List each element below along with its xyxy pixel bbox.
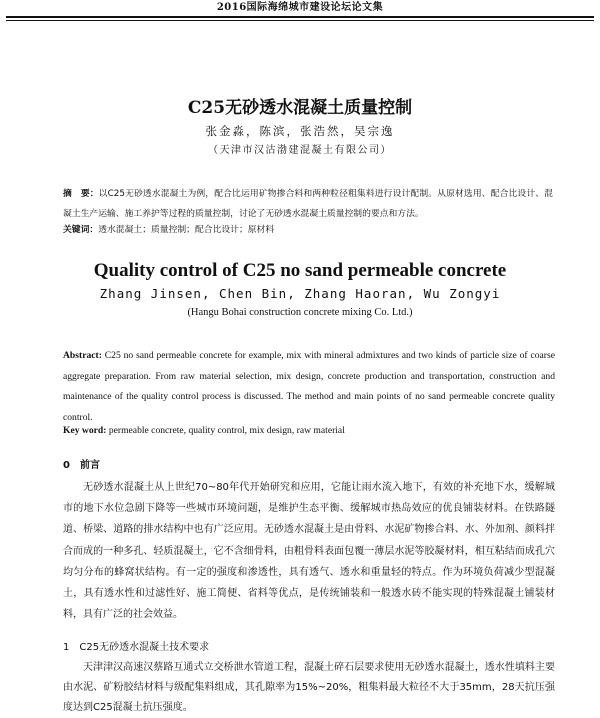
abstract-en <box>63 346 555 428</box>
abstract-cn <box>63 184 553 224</box>
keywords-cn-label: 关键词： <box>63 225 99 235</box>
authors-en: Zhang Jinsen, Chen Bin, Zhang Haoran, Wu Zongyi <box>99 286 501 301</box>
keywords-en <box>63 424 555 438</box>
abstract-cn-text: 以C25无砂透水混凝土为例，配合比运用矿物掺合料和两种粒径粗集料进行设计配制。从原材选用、配合比设计、混凝土生产运输、施工养护等过程的质量控制，讨论了无砂透水混凝土质量控制的要点和方法。 <box>63 189 553 219</box>
requirements-paragraph: 天津津汉高速汉蔡路互通式立交桥泄水管道工程，混凝土碎石层要求使用无砂透水混凝土，透水性填料主要由水泥、矿粉胶结材料与级配集料组成，其孔隙率为15%~20%，粗集料最大粒径不大于35mm，28天抗压强度达到C25混凝土抗压强度。 <box>63 662 555 713</box>
paper-title-cn: C25无砂透水混凝土质量控制 <box>187 98 413 118</box>
authors-cn: 张金淼，陈滨，张浩然，吴宗逸 <box>205 124 395 138</box>
section-heading-intro: 0 前言 <box>63 460 100 471</box>
abstract-cn-label: 摘 要： <box>63 189 99 199</box>
abstract-en-text: C25 no sand permeable concrete for example, mix with mineral admixtures and two kinds of particle size of coarse aggregate preparation. From raw material selection, mix design, concrete production and transportation, construction and maintenance of the quality control process is discussed. The method and main points of no sand permeable concrete quality control. <box>63 350 555 423</box>
abstract-en-label: Abstract: <box>63 350 102 361</box>
header-rule <box>6 16 594 18</box>
keywords-cn <box>63 223 553 237</box>
keywords-en-label: Key word: <box>63 425 107 436</box>
affiliation-cn: （天津市汉沽渤建混凝土有限公司） <box>208 145 392 156</box>
paper-title-en: Quality control of C25 no sand permeable concrete <box>93 260 507 281</box>
running-header: 2016国际海绵城市建设论坛论文集 <box>216 2 384 13</box>
keywords-cn-text: 透水混凝土；质量控制；配合比设计；原材料 <box>98 225 275 235</box>
header-rule-thin <box>6 20 594 21</box>
section-heading-requirements: 1 C25无砂透水混凝土技术要求 <box>63 642 210 653</box>
keywords-en-text: permeable concrete, quality control, mix design, raw material <box>106 425 345 436</box>
intro-paragraph: 无砂透水混凝土从上世纪70~80年代开始研究和应用，它能让雨水流入地下，有效的补充地下水，缓解城市的地下水位急剧下降等一些城市环境问题，是维护生态平衡、缓解城市热岛效应的优良铺装材料。在铁路隧道、桥梁、道路的排水结构中也有广泛应用。无砂透水混凝土是由骨料、水泥矿物掺合料、水、外加剂、颜料拌合而成的一种多孔、轻质混凝土，它不含细骨料，由粗骨料表面包覆一薄层水泥等胶凝材料，相互粘结而成孔穴均匀分布的蜂窝状结构。有一定的强度和渗透性，具有透气、透水和重量轻的特点。作为环境负荷减少型混凝土，具有透水性和过滤性好、施工简便、省料等优点，是传统铺装和一般透水砖不能实现的特殊混凝土铺装材料，具有广泛的社会效益。 <box>63 482 555 621</box>
affiliation-en: (Hangu Bohai construction concrete mixing Co. Ltd.) <box>187 307 413 318</box>
